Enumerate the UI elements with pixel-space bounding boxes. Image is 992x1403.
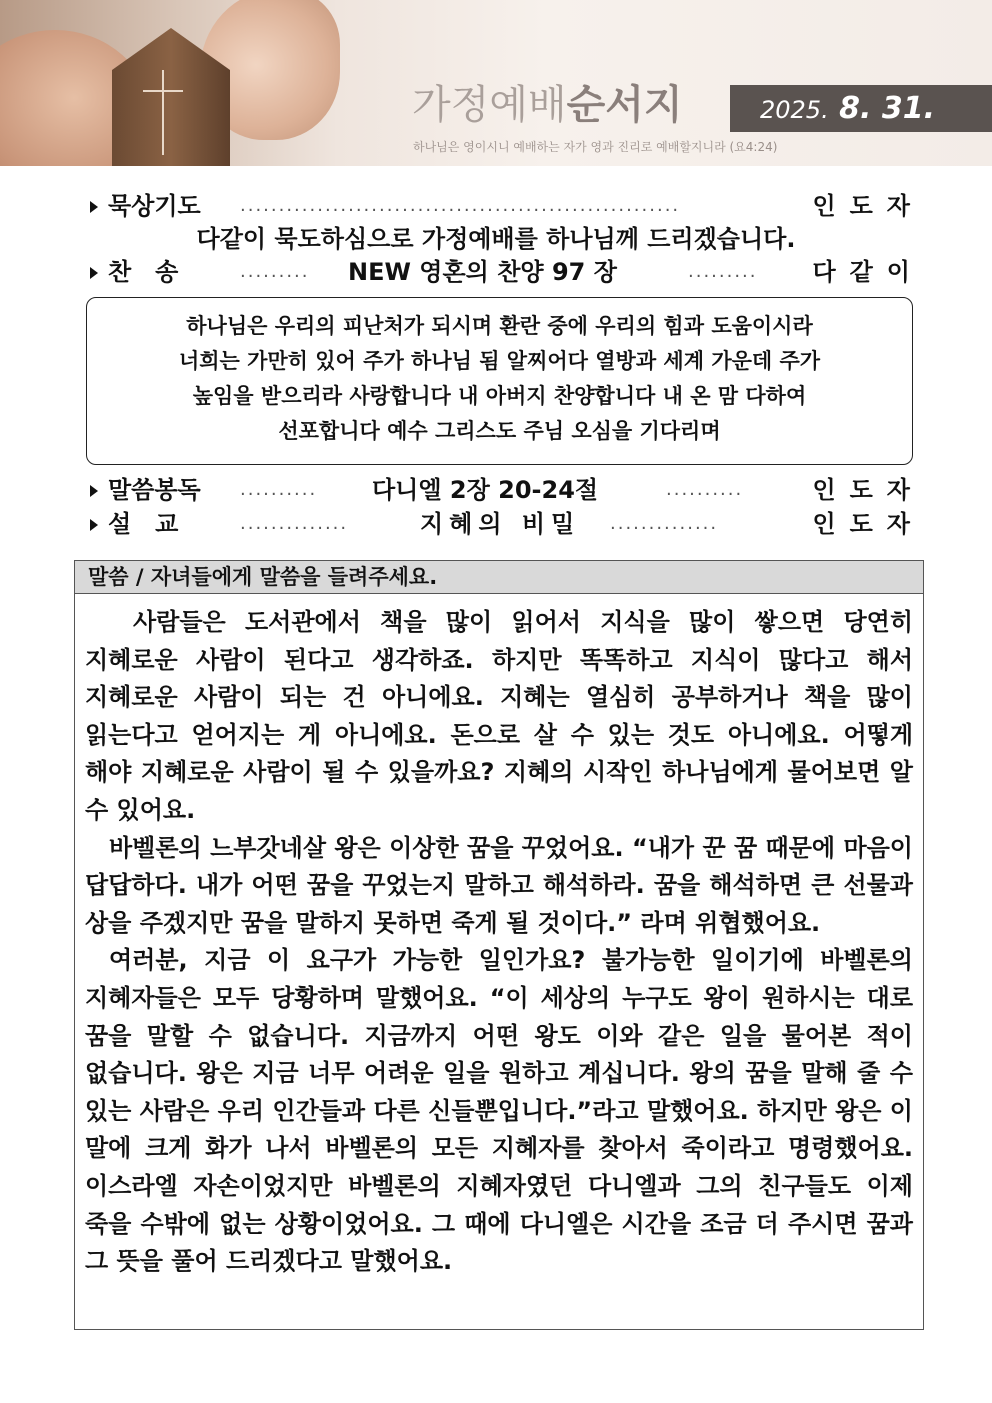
page-title-light: 가정예배 [412,82,567,128]
hymn-lyrics-box [86,297,913,465]
header-banner [0,0,992,166]
order-row-prayer [90,189,924,223]
sermon-paragraph: 바벨론의 느부갓네살 왕은 이상한 꿈을 꾸었어요. “내가 꾼 꿈 때문에 마음이 답답하다. 내가 어떤 꿈을 꾸었는지 말하고 해석하라. 꿈을 해석하면 큰 선물과 상을 주겠지만 꿈을 말하지 못하면 죽게 될 것이다.” 라며 위협했어요. [85,833,913,937]
header-subtitle: 하나님은 영이시니 예배하는 자가 영과 진리로 예배할지니라 (요4:24) [413,140,778,154]
order-row-hymn [90,255,924,289]
hymn-line: 하나님은 우리의 피난처가 되시며 환란 중에 우리의 힘과 도움이시라 [186,314,813,338]
order-leader: 인도자 [812,510,924,538]
bullet-triangle-icon [90,519,98,531]
intro-text: 다같이 묵도하심으로 가정예배를 하나님께 드리겠습니다. [196,225,796,253]
date-year: 2025. [760,96,829,124]
sermon-body [75,594,923,1281]
order-label: 설 교 [108,510,179,538]
bullet-triangle-icon [90,267,98,279]
cross-icon-bar [143,90,183,92]
page-title-bold: 순서지 [566,82,683,128]
leader-dots: .............. [240,513,349,534]
order-label: 찬 송 [108,258,179,286]
date-day: 8. 31. [828,91,936,126]
order-row-reading [90,473,924,507]
cross-icon [162,70,164,155]
leader-dots: ......... [240,261,310,282]
bullet-triangle-icon [90,201,98,213]
order-label: 말씀봉독 [108,476,201,504]
order-leader: 인도자 [812,476,924,504]
order-label: 묵상기도 [108,192,201,220]
leader-dots: .............. [610,513,719,534]
hymn-line: 높임을 받으리라 사랑합니다 내 아버지 찬양합니다 내 온 맘 다하여 [192,384,807,408]
sermon-header: 말씀 / 자녀들에게 말씀을 들려주세요. [75,561,923,594]
order-title: NEW 영혼의 찬양 97 장 [348,258,617,286]
leader-dots: ......................................................... [240,195,681,216]
order-leader: 다같이 [812,258,924,286]
order-title: 다니엘 2장 20-24절 [372,476,599,504]
page-title [412,80,682,130]
sermon-panel [74,560,924,1330]
date-text [760,88,935,131]
order-row-sermon [90,507,924,541]
leader-dots: .......... [240,479,318,500]
order-title: 지혜의 비밀 [420,510,581,538]
order-leader: 인도자 [812,192,924,220]
hymn-line: 너희는 가만히 있어 주가 하나님 됨 알찌어다 열방과 세계 가운데 주가 [178,349,821,373]
bullet-triangle-icon [90,485,98,497]
leader-dots: ......... [688,261,758,282]
sermon-paragraph: 여러분, 지금 이 요구가 가능한 일인가요? 불가능한 일이기에 바벨론의 지혜자들은 모두 당황하며 말했어요. “이 세상의 누구도 왕이 원하시는 대로 꿈을 말할 수 없습니다. 지금까지 어떤 왕도 이와 같은 일을 물어본 적이 없습니다. 왕은 지금 너무 어려운 일을 원하고 계십니다. 왕의 꿈을 말해 줄 수 있는 사람은 우리 인간들과 다른 신들뿐입니다.”라고 말했어요. 하지만 왕은 이 말에 크게 화가 나서 바벨론의 모든 지혜자를 찾아서 죽이라고 명령했어요. 이스라엘 자손이었지만 바벨론의 지혜자였던 다니엘과 그의 친구들도 이제 죽을 수밖에 없는 상황이었어요. 그 때에 다니엘은 시간을 조금 더 주시면 꿈과 그 뜻을 풀어 드리겠다고 말했어요. [85,946,913,1276]
sermon-paragraph: 사람들은 도서관에서 책을 많이 읽어서 지식을 많이 쌓으면 당연히 지혜로운 사람이 된다고 생각하죠. 하지만 똑똑하고 지식이 많다고 해서 지혜로운 사람이 되는 건 아니에요. 지혜는 열심히 공부하거나 책을 많이 읽는다고 얻어지는 게 아니에요. 돈으로 살 수 있는 것도 아니에요. 어떻게 해야 지혜로운 사람이 될 수 있을까요? 지혜의 시작인 하나님에게 물어보면 알 수 있어요. [85,608,913,824]
hymn-line: 선포합니다 예수 그리스도 주님 오심을 기다리며 [278,419,721,443]
leader-dots: .......... [666,479,744,500]
